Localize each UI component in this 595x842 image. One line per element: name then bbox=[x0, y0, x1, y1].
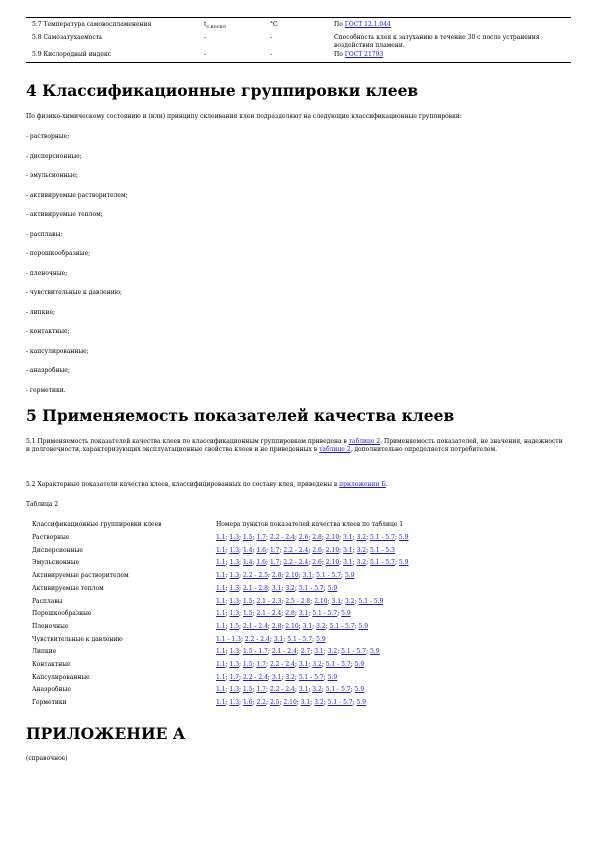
list-item: - анаэробные; bbox=[26, 367, 70, 374]
ref-link[interactable]: 3.1 bbox=[298, 686, 309, 694]
ref-link[interactable]: 1.3 bbox=[229, 597, 240, 605]
ref-link[interactable]: 5.1 - 5.7 bbox=[329, 622, 355, 630]
ref-link[interactable]: 2.2 - 2.4 bbox=[283, 559, 309, 567]
table-row bbox=[26, 672, 571, 684]
table-row bbox=[26, 532, 571, 544]
ref-link[interactable]: 2.10 bbox=[285, 622, 299, 630]
ref-list: 1.1; 1.3; 1.5; 1.7; 2.2 - 2.4; 3.1; 3.2; 5.1 - 5.7; 5.9 bbox=[216, 661, 365, 668]
property-unit: - bbox=[270, 34, 273, 41]
list-item: - расплавы; bbox=[26, 230, 63, 238]
ref-link[interactable]: 1.5 bbox=[242, 661, 253, 668]
ref-link[interactable]: 2.1 - 2.4 bbox=[256, 610, 282, 618]
list-item: - пленочные; bbox=[26, 269, 68, 277]
ref-link[interactable]: 5.9 bbox=[398, 559, 409, 567]
ref-link[interactable]: 1.6 bbox=[256, 546, 266, 554]
ref-link[interactable]: 1.1 bbox=[216, 534, 226, 541]
p1-text-a: 5.1 Применяемость показателей качества клеев по классификационным группировкам приведена в bbox=[26, 438, 349, 445]
ref-link[interactable]: 5.9 bbox=[344, 572, 355, 580]
ref-link[interactable]: 3.2 bbox=[312, 661, 322, 668]
ref-link[interactable]: 2.6 bbox=[312, 546, 322, 554]
ref-link[interactable]: 5.1 - 5.7 bbox=[316, 572, 342, 580]
ref-link[interactable]: 2.7 bbox=[300, 648, 311, 656]
ref-link[interactable]: 1.1 bbox=[216, 572, 226, 580]
gost-link[interactable]: ГОСТ 12.1.044 bbox=[344, 21, 391, 28]
list-item: - растворные; bbox=[26, 133, 70, 140]
table-row bbox=[26, 557, 571, 569]
ref-link[interactable]: 3.2 bbox=[312, 686, 322, 694]
ref-link[interactable]: 5.9 bbox=[398, 534, 409, 541]
ref-link[interactable]: 2.1 - 2.4 bbox=[242, 622, 268, 630]
ref-link[interactable]: 1.3 bbox=[229, 559, 240, 567]
ref-link[interactable]: 3.1 bbox=[273, 635, 284, 643]
ref-link[interactable]: 5.9 bbox=[370, 648, 380, 656]
ref-link[interactable]: 3.1 bbox=[343, 559, 353, 567]
ref-link[interactable]: 1.1 bbox=[216, 546, 226, 554]
ref-link[interactable]: 1.6 bbox=[242, 699, 253, 707]
section-4-heading: 4 Классификационные группировки клеев bbox=[26, 81, 419, 100]
ref-link[interactable]: 1.5 - 1.7 bbox=[242, 648, 268, 656]
list-item: - контактные; bbox=[26, 328, 70, 335]
group-name: Эмульсионные bbox=[32, 559, 80, 567]
ref-link[interactable]: 1.3 bbox=[229, 686, 240, 694]
ref-link[interactable]: 2.2 - 2.4 bbox=[269, 661, 295, 668]
table-row bbox=[26, 18, 571, 31]
ref-link[interactable]: 5.1 - 5.7 bbox=[287, 635, 313, 643]
ref-link[interactable]: 3.1 bbox=[298, 661, 309, 668]
list-item: - активируемые теплом; bbox=[26, 211, 103, 218]
ref-link[interactable]: 5.1 - 5.7 bbox=[327, 699, 353, 707]
section-4-intro: По физико-химическому состоянию и (или) принципу склеивания клеи подразделяют на следующие классификационные группировки: bbox=[26, 113, 462, 120]
ref-link[interactable]: 1.1 - 1.3 bbox=[216, 635, 241, 643]
ref-link[interactable]: 5.9 bbox=[356, 699, 367, 707]
ref-link[interactable]: 3.2 bbox=[356, 559, 367, 567]
ref-link[interactable]: 2.10 bbox=[314, 597, 328, 605]
ref-link[interactable]: 5.1 - 5.7 bbox=[312, 610, 338, 618]
ref-link[interactable]: 2.2 - 2.5 bbox=[242, 572, 268, 580]
table-row bbox=[26, 608, 571, 620]
ref-link[interactable]: 2.1 - 2.8 bbox=[242, 584, 268, 592]
ref-link[interactable]: 1.7 bbox=[269, 559, 280, 567]
ref-link[interactable]: 3.1 bbox=[300, 699, 311, 707]
ref-list: 1.1; 1.3; 2.2 - 2.5; 2.8; 2.10; 3.1; 5.1 - 5.7; 5.9 bbox=[216, 572, 355, 580]
property-name: 5.9 Кислородный индекс bbox=[32, 51, 112, 58]
ref-list: 1.1; 1.3; 1.6; 2.2; 2.5; 2.10; 3.1; 3.2; 5.1 - 5.7; 5.9 bbox=[216, 699, 367, 707]
ref-link[interactable]: 3.1 bbox=[331, 597, 342, 605]
ref-list: 1.1; 1.3; 2.1 - 2.8; 3.1; 3.2; 5.1 - 5.7; 5.9 bbox=[216, 584, 338, 592]
property-name: 5.8 Самозатухаемость bbox=[32, 34, 103, 41]
method-prefix: По bbox=[334, 51, 345, 58]
ref-link[interactable]: 1.1 bbox=[216, 610, 226, 618]
group-name: Пленочные bbox=[32, 622, 69, 630]
table-row bbox=[26, 684, 571, 696]
list-item: - капсулированные; bbox=[26, 347, 89, 355]
properties-table bbox=[26, 18, 571, 61]
ref-link[interactable]: 1.1 bbox=[216, 622, 226, 630]
list-item: - порошкообразные; bbox=[26, 250, 91, 257]
method-prefix: По bbox=[334, 21, 345, 28]
ref-link[interactable]: 1.3 bbox=[229, 546, 240, 554]
ref-link[interactable]: 3.2 bbox=[314, 699, 324, 707]
list-item: - активируемые растворителем; bbox=[26, 191, 128, 199]
table-caption: Таблица 2 bbox=[26, 501, 59, 508]
ref-link[interactable]: 3.1 bbox=[302, 572, 313, 580]
ref-link[interactable]: 1.5 bbox=[242, 610, 253, 618]
group-name: Расплавы bbox=[32, 597, 63, 605]
ref-link[interactable]: 2.5 - 2.8 bbox=[285, 597, 311, 605]
ref-link[interactable]: 2.10 bbox=[325, 546, 340, 554]
property-name: 5.7 Температура самовоспламенения bbox=[32, 21, 152, 28]
ref-link[interactable]: 5.1 - 5.3 bbox=[370, 546, 395, 554]
ref-link[interactable]: 2.8 bbox=[271, 622, 282, 630]
ref-link[interactable]: 1.1 bbox=[216, 648, 226, 656]
ref-list: 1.1; 1.3; 1.5; 1.7; 2.2 - 2.4; 2.6; 2.8; 2.10; 3.1; 3.2; 5.1 - 5.7; 5.9 bbox=[216, 534, 409, 541]
appendix-note: (справочное) bbox=[26, 755, 68, 762]
p1-text-b: . Применяемость показателей, не значения, надежности и долговечности, характеризующих эксплуатационные свойства клеев и не приведенных в bbox=[26, 438, 563, 453]
appendix-b-link[interactable]: приложении Б bbox=[339, 481, 386, 488]
property-method: Способность клея к затуханию в течение 30 с после устранения воздействия пламени. bbox=[334, 34, 540, 49]
ref-link[interactable]: 1.1 bbox=[216, 584, 226, 592]
ref-link[interactable]: 2.10 bbox=[325, 559, 340, 567]
appendix-heading: ПРИЛОЖЕНИЕ А bbox=[26, 724, 186, 743]
table-row bbox=[26, 646, 571, 658]
ref-list: 1.1; 1.3; 1.4; 1.6; 1.7; 2.2 - 2.4; 2.6; 2.10; 3.1; 3.2; 5.1 - 5.3 bbox=[216, 546, 395, 554]
ref-list: 1.1; 1.3; 1.5; 2.1 - 2.3; 2.5 - 2.8; 2.10; 3.1; 3.2; 5.1 - 5.9 bbox=[216, 597, 384, 605]
group-name: Герметики bbox=[32, 699, 67, 707]
ref-link[interactable]: 5.9 bbox=[341, 610, 351, 618]
ref-link[interactable]: 1.7 bbox=[229, 673, 240, 681]
group-name: Контактные bbox=[32, 661, 71, 668]
ref-link[interactable]: 5.1 - 5.7 bbox=[370, 534, 395, 541]
ref-link[interactable]: 1.5 bbox=[242, 597, 253, 605]
ref-link[interactable]: 1.1 bbox=[216, 559, 226, 567]
ref-link[interactable]: 1.1 bbox=[216, 699, 226, 707]
ref-link[interactable]: 1.1 bbox=[216, 597, 226, 605]
table-row bbox=[26, 697, 571, 709]
ref-link[interactable]: 3.2 bbox=[344, 597, 355, 605]
group-name: Активируемые теплом bbox=[32, 584, 104, 592]
ref-link[interactable]: 5.9 bbox=[327, 584, 338, 592]
paragraph-5-1 bbox=[26, 438, 566, 454]
ref-link[interactable]: 1.1 bbox=[216, 686, 226, 694]
ref-link[interactable]: 5.9 bbox=[354, 661, 365, 668]
table-row bbox=[26, 596, 571, 608]
list-item: - липкие; bbox=[26, 308, 56, 316]
ref-link[interactable]: 1.7 bbox=[256, 686, 266, 694]
property-symbol: - bbox=[204, 34, 207, 41]
ref-link[interactable]: 5.1 - 5.7 bbox=[341, 648, 367, 656]
paragraph-5-2 bbox=[26, 481, 566, 489]
ref-link[interactable]: 1.6 bbox=[256, 559, 266, 567]
property-method bbox=[334, 21, 569, 29]
ref-link[interactable]: 1.7 bbox=[256, 534, 266, 541]
property-method bbox=[334, 51, 569, 59]
ref-link[interactable]: 1.4 bbox=[242, 559, 253, 567]
ref-link[interactable]: 5.1 - 5.7 bbox=[325, 686, 351, 694]
table-row bbox=[26, 31, 571, 48]
ref-link[interactable]: 3.1 bbox=[271, 673, 282, 681]
ref-link[interactable]: 1.5 bbox=[242, 534, 253, 541]
table-2-link[interactable]: таблице 2 bbox=[348, 438, 381, 445]
header-right: Номера пунктов показателей качества клеев по таблице 1 bbox=[216, 521, 404, 528]
table-row bbox=[26, 634, 571, 646]
ref-link[interactable]: 1.4 bbox=[242, 546, 253, 554]
ref-link[interactable]: 2.5 bbox=[269, 699, 280, 707]
ref-link[interactable]: 1.5 bbox=[242, 686, 253, 694]
group-name: Анаэробные bbox=[32, 686, 71, 694]
ref-link[interactable]: 2.10 bbox=[283, 699, 297, 707]
table-2-header bbox=[26, 519, 571, 531]
list-item: - чувствительные к давлению; bbox=[26, 289, 122, 296]
ref-link[interactable]: 2.2 - 2.4 bbox=[244, 635, 270, 643]
table-row bbox=[26, 621, 571, 633]
p2-text-a: 5.2 Характерные показатели качества клеев, классифицированных по составу клея, приведены в bbox=[26, 481, 340, 488]
group-name: Капсулированные bbox=[32, 673, 90, 681]
table-rule bbox=[26, 62, 571, 63]
ref-list: 1.1 - 1.3; 2.2 - 2.4; 3.1; 5.1 - 5.7; 5.9 bbox=[216, 635, 326, 643]
ref-link[interactable]: 3.1 bbox=[271, 584, 282, 592]
ref-link[interactable]: 5.9 bbox=[354, 686, 365, 694]
ref-list: 1.1; 1.3; 1.5; 2.1 - 2.4; 2.8; 3.1; 5.1 - 5.7; 5.9 bbox=[216, 610, 351, 618]
p1-text-c: , дополнительно определяется потребителем. bbox=[350, 446, 498, 453]
ref-link[interactable]: 1.3 bbox=[229, 534, 240, 541]
ref-link[interactable]: 1.5 bbox=[229, 622, 240, 630]
ref-link[interactable]: 1.3 bbox=[229, 661, 240, 668]
ref-link[interactable]: 2.2 - 2.4 bbox=[269, 686, 295, 694]
ref-link[interactable]: 2.6 bbox=[298, 534, 309, 541]
ref-link[interactable]: 1.7 bbox=[269, 546, 280, 554]
ref-link[interactable]: 1.3 bbox=[229, 699, 240, 707]
ref-link[interactable]: 1.3 bbox=[229, 610, 240, 618]
ref-link[interactable]: 3.2 bbox=[316, 622, 326, 630]
list-item: - дисперсионные; bbox=[26, 152, 82, 160]
list-item: - герметики. bbox=[26, 386, 66, 394]
group-name: Чувствительные к давлению bbox=[32, 635, 123, 643]
group-name: Растворные bbox=[32, 534, 70, 541]
ref-link[interactable]: 1.1 bbox=[216, 661, 226, 668]
gost-link[interactable]: ГОСТ 21793 bbox=[344, 51, 384, 58]
ref-link[interactable]: 2.1 - 2.3 bbox=[256, 597, 282, 605]
ref-link[interactable]: 2.2 - 2.4 bbox=[269, 534, 295, 541]
ref-link[interactable]: 5.1 - 5.7 bbox=[298, 584, 324, 592]
symbol-main: t bbox=[204, 21, 207, 28]
property-unit: °С bbox=[270, 21, 278, 28]
ref-link[interactable]: 5.1 - 5.9 bbox=[358, 597, 384, 605]
group-name: Дисперсионные bbox=[32, 546, 83, 554]
ref-list: 1.1; 1.3; 1.5; 1.7; 2.2 - 2.4; 3.1; 3.2; 5.1 - 5.7; 5.9 bbox=[216, 686, 365, 694]
ref-list: 1.1; 1.3; 1.4; 1.6; 1.7; 2.2 - 2.4; 2.6; 2.10; 3.1; 3.2; 5.1 - 5.7; 5.9 bbox=[216, 559, 409, 567]
ref-link[interactable]: 3.2 bbox=[327, 648, 338, 656]
ref-link[interactable]: 5.9 bbox=[358, 622, 369, 630]
ref-link[interactable]: 2.6 bbox=[312, 559, 322, 567]
table-row bbox=[26, 583, 571, 595]
table-row bbox=[26, 545, 571, 557]
ref-link[interactable]: 2.8 bbox=[271, 572, 282, 580]
header-left: Классификационные группировки клеев bbox=[32, 521, 162, 528]
table-2-link[interactable]: таблице 2 bbox=[319, 446, 351, 453]
ref-link[interactable]: 5.1 - 5.7 bbox=[325, 661, 351, 668]
ref-list: 1.1; 1.7; 2.2 - 2.4; 3.1; 3.2; 5.1 - 5.7; 5.9 bbox=[216, 673, 338, 681]
ref-link[interactable]: 3.1 bbox=[302, 622, 313, 630]
list-item: - эмульсионные; bbox=[26, 172, 78, 179]
ref-link[interactable]: 2.2 - 2.4 bbox=[242, 673, 268, 681]
ref-link[interactable]: 2.8 bbox=[312, 534, 322, 541]
table-row bbox=[26, 48, 571, 61]
ref-link[interactable]: 1.3 bbox=[229, 572, 240, 580]
group-name: Порошкообразные bbox=[32, 610, 92, 618]
ref-link[interactable]: 3.1 bbox=[343, 534, 353, 541]
ref-link[interactable]: 3.2 bbox=[356, 546, 367, 554]
ref-link[interactable]: 5.1 - 5.7 bbox=[298, 673, 324, 681]
table-row bbox=[26, 570, 571, 582]
ref-link[interactable]: 2.1 - 2.4 bbox=[271, 648, 297, 656]
property-symbol: - bbox=[204, 51, 207, 58]
ref-list: 1.1; 1.3; 1.5 - 1.7; 2.1 - 2.4; 2.7; 3.1; 3.2; 5.1 - 5.7; 5.9 bbox=[216, 648, 380, 656]
table-row bbox=[26, 659, 571, 671]
ref-link[interactable]: 5.9 bbox=[327, 673, 338, 681]
group-name: Активируемые растворителем bbox=[32, 572, 129, 580]
ref-link[interactable]: 3.1 bbox=[343, 546, 353, 554]
ref-link[interactable]: 1.3 bbox=[229, 584, 240, 592]
ref-link[interactable]: 1.1 bbox=[216, 673, 226, 681]
ref-link[interactable]: 5.9 bbox=[316, 635, 326, 643]
property-unit: - bbox=[270, 51, 273, 58]
ref-link[interactable]: 2.8 bbox=[285, 610, 295, 618]
ref-list: 1.1; 1.5; 2.1 - 2.4; 2.8; 2.10; 3.1; 3.2; 5.1 - 5.7; 5.9 bbox=[216, 622, 369, 630]
ref-link[interactable]: 3.2 bbox=[356, 534, 367, 541]
ref-link[interactable]: 3.2 bbox=[285, 673, 295, 681]
symbol-subscript: с.воспл bbox=[206, 24, 226, 31]
p2-text-b: . bbox=[385, 481, 388, 488]
ref-link[interactable]: 2.2 - 2.4 bbox=[283, 546, 309, 554]
ref-link[interactable]: 3.2 bbox=[285, 584, 295, 592]
ref-link[interactable]: 1.3 bbox=[229, 648, 240, 656]
group-name: Липкие bbox=[32, 648, 57, 656]
ref-link[interactable]: 2.10 bbox=[285, 572, 299, 580]
ref-link[interactable]: 2.2 bbox=[256, 699, 266, 707]
ref-link[interactable]: 1.7 bbox=[256, 661, 266, 668]
ref-link[interactable]: 3.1 bbox=[298, 610, 309, 618]
ref-link[interactable]: 3.1 bbox=[314, 648, 324, 656]
ref-link[interactable]: 5.1 - 5.7 bbox=[370, 559, 395, 567]
ref-link[interactable]: 2.10 bbox=[325, 534, 340, 541]
section-5-heading: 5 Применяемость показателей качества клеев bbox=[26, 406, 455, 425]
